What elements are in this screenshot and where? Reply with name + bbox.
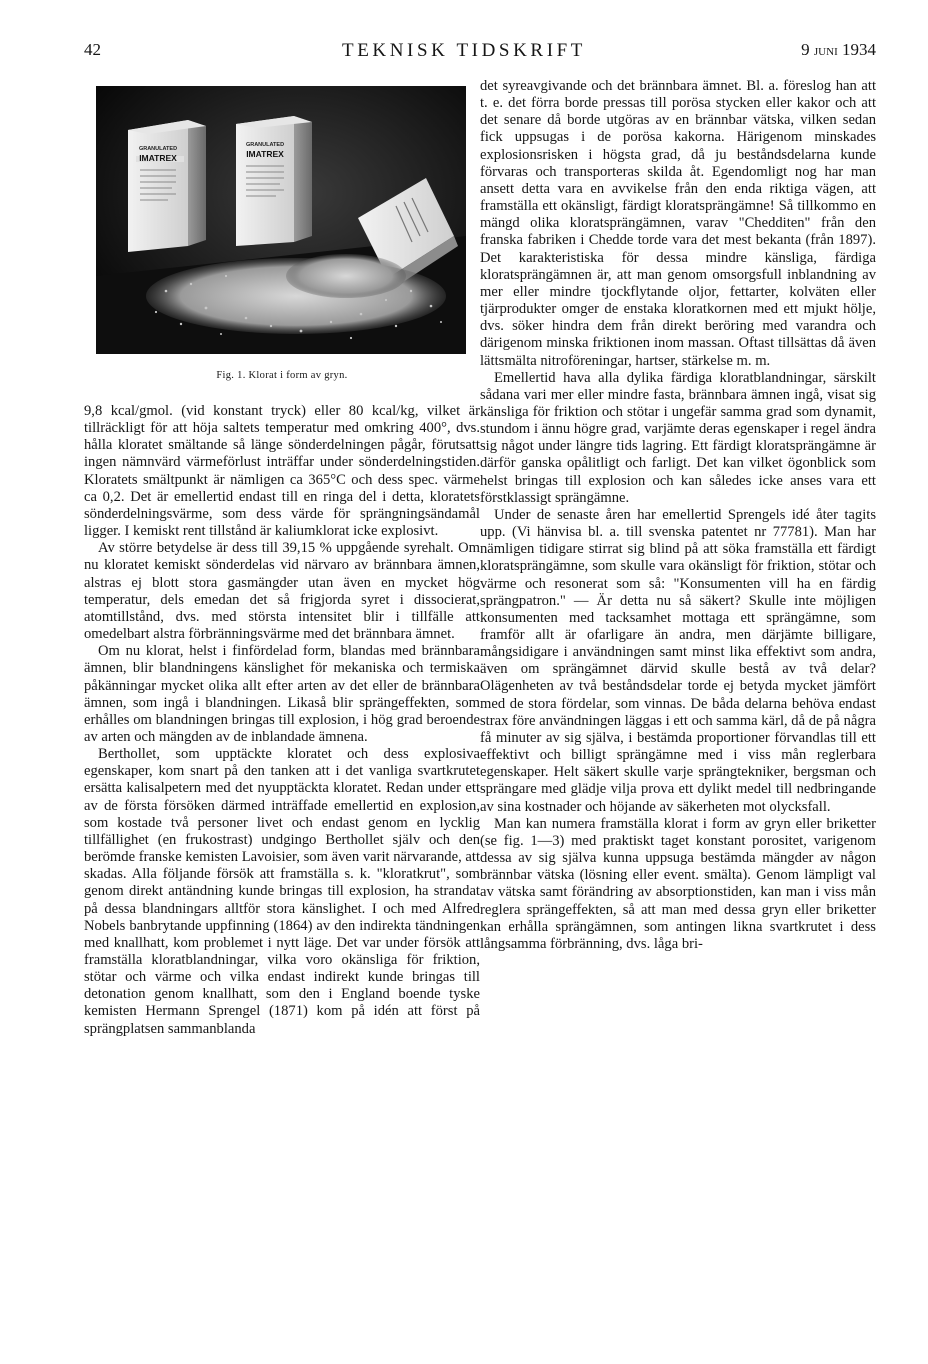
right-paragraph-2: Emellertid hava alla dylika färdiga kloratblandningar, särskilt sådana vari mer eller mindre fasta, brännbara ämnen ingå, visat sig känsliga för friktion och stötar i ungefär samma grad som dynamit, stundom i ännu högre grad, varjämte deras egenskaper i regel ändra sig något under längre tids lagring. Ett färdigt kloratsprängämne är därför ganska opålitligt och farligt. Det kan vilket ögonblick som helst bringas till explosion och kan således icke anses vara ett förstklassigt sprängämne. bbox=[480, 369, 876, 506]
right-paragraph-4: Man kan numera framställa klorat i form av gryn eller briketter (se fig. 1—3) med praktiskt taget konstant porositet, varigenom dessa av sig själva kunna uppsuga bestämda mängder av någon brännbar vätska (lösning eller event. smälta). Genom lämpligt val av vätska samt förändring av absorptionstiden, kan man i viss mån reglera sprängeffekten, så att man med dessa gryn eller briketter kan erhålla sprängämnen, som antingen likna svartkrutet i dess långsamma förbränning, dvs. låga bri- bbox=[480, 815, 876, 952]
box2-label-brand: IMATREX bbox=[246, 149, 284, 159]
figure-caption: Fig. 1. Klorat i form av gryn. bbox=[216, 370, 348, 381]
left-paragraph-3: Om nu klorat, helst i finfördelad form, blandas med brännbara ämnen, blir blandningens känslighet för mekaniska och termiska påkänningar mycket olika allt efter arten av det eller de brännbara ämnen, som ingå i blandningen. Likaså blir sprängeffekten, som erhålles om blandningen bringas till explosion, i hög grad beroende av arten och mängden av de inblandade ämnena. bbox=[84, 643, 480, 745]
box1-label-brand: IMATREX bbox=[139, 153, 177, 163]
left-column bbox=[84, 76, 480, 1038]
box2-label-top: GRANULATED bbox=[245, 142, 285, 148]
issue-date bbox=[801, 40, 876, 60]
right-paragraph-3: Under de senaste åren har emellertid Sprengels idé åter tagits upp. (Vi hänvisa bl. a. till svenska patentet nr 77781). Man har nämligen tidigare stirrat sig blind på att söka framställa ett färdigt kloratsprängämne, som skulle vara okänsligt för friktion, stötar och värme och resonerat som så: "Konsumenten vill ha en färdig sprängpatron." — Är detta nu så säkert? Skulle inte möjligen konsumenten med tacksamhet mottaga ett sprängämne, som framför allt är ofarligare än andra, men därjämte billigare, mångsidigare i användningen samt minst lika effektivt som andra, även om sprängämnet därvid skulle bestå av två delar? Olägenheten av två beståndsdelar torde ej betyda mycket jämfört med de stora fördelar, som vinnas. De båda delarna behöva endast strax före användningen läggas i ett och samma kärl, då de på några få minuter av sig själva, i bestämda proportioner förvandlas till ett effektivt och billigt sprängämne med i viss mån reglerbara egenskaper. Helt säkert skulle varje sprängtekniker, bergsman och sprängare med glädje vilja prova ett dylikt medel till nedbringande av sina kostnader och höjande av säkerheten mot olycksfall. bbox=[480, 506, 876, 815]
photo-klorat-boxes bbox=[96, 86, 466, 354]
page-number: 42 bbox=[84, 40, 101, 59]
issue-month: juni bbox=[813, 43, 838, 59]
page-header bbox=[0, 40, 928, 64]
left-paragraph-4: Berthollet, som upptäckte kloratet och dess explosiva egenskaper, kom snart på den tanken att i det vanliga svartkrutet ersätta kalisalpetern med det nyupptäckta kloratet. Redan under ett av de första försöken därmed inträffade emellertid en explosion, som kostade två personer livet och endast genom en lycklig tillfällighet (en frukostrast) undgingo Berthollet själv och den berömde franske kemisten Lavoisier, som även varit närvarande, att skadas. Alla följande försök att framställa s. k. "kloratkrut", som genom direkt antändning kunde bringas till explosion, ha strandat på dessa blandningars alltför stora känslighet. I och med Alfred Nobels banbrytande uppfinning (1864) av den indirekta tändningen med knallhatt, kom problemet i nytt läge. Det var under försök att framställa kloratblandningar, vilka voro okänsliga för friktion, stötar och värme och vilka endast indirekt kunde bringas till detonation genom knallhatt, som den i England boende tyske kemisten Hermann Sprengel (1871) kom på idén att först på sprängplatsen sammanblanda bbox=[84, 746, 480, 1037]
issue-year: 1934 bbox=[842, 40, 876, 59]
issue-day: 9 bbox=[801, 40, 810, 59]
box1-label-top: GRANULATED bbox=[138, 146, 178, 152]
journal-title: TEKNISK TIDSKRIFT bbox=[342, 40, 586, 61]
left-paragraph-2: Av större betydelse är dess till 39,15 % uppgående syrehalt. Om nu kloratet kemiskt sönderdelas vid närvaro av brännbara ämnen, alstras ej blott stora gasmängder utan även en mycket hög temperatur, dels emedan det så frigjorda syret i dissocierat, atomtillstånd, dvs. med största intensitet blir i tillfälle att omedelbart alstra förbränningsvärme med det brännbara ämnet. bbox=[84, 540, 480, 643]
right-paragraph-1: det syreavgivande och det brännbara ämnet. Bl. a. föreslog han att t. e. det förra borde pressas till porösa stycken eller kakor och att det senare då borde utgöras av en brännbar vätska, vilken sedan fick uppsugas i de porösa kakorna. Härigenom minskades explosionsrisken i högsta grad, då ju beståndsdelarna kunde förvaras och transporteras skilda åt. Egendomligt nog har man ansett detta vara en avvikelse från den enda riktiga vägen, att framställa ett okänsligt, färdigt kloratsprängämne! Så tillkommo en mängd olika kloratsprängämnen, varav "Chedditen" från den franska fabriken i Chedde torde vara det mest bekanta (från 1897). Det karakteristiska för dessa mindre känsliga, färdiga kloratsprängämnen är, att man genom omsorgsfull inblandning av mer eller mindre tjockflytande oljor, fettarter, kolväten eller tjärprodukter omger de enstaka kloratkornen med ett mjukt hölje, dvs. söker hindra dem från direkt beröring med varandra och därigenom minska friktionen inom massan. Oftast tillsättas då även lättsmälta nitroföreningar, hartser, stärkelse m. m. bbox=[480, 78, 876, 369]
left-paragraph-1: 9,8 kcal/gmol. (vid konstant tryck) eller 80 kcal/kg, vilket är tillräckligt för att höja saltets temperatur med omkring 400°, dvs. hålla kloratet smältande så länge sönderdelningen pågår, förutsatt ingen nämnvärd värmeförlust inträffar under sönderdelningstiden. Kloratets smältpunkt är nämligen ca 365°C och dess spec. värme ca 0,2. Det är emellertid endast till en ringa del i detta, kloratets sönderdelningsvärme, som dess värde för sprängningsändamål ligger. I kemiskt rent tillstånd är kaliumklorat icke explosivt. bbox=[84, 403, 480, 540]
right-column bbox=[480, 78, 876, 953]
figure-photo bbox=[96, 86, 466, 354]
